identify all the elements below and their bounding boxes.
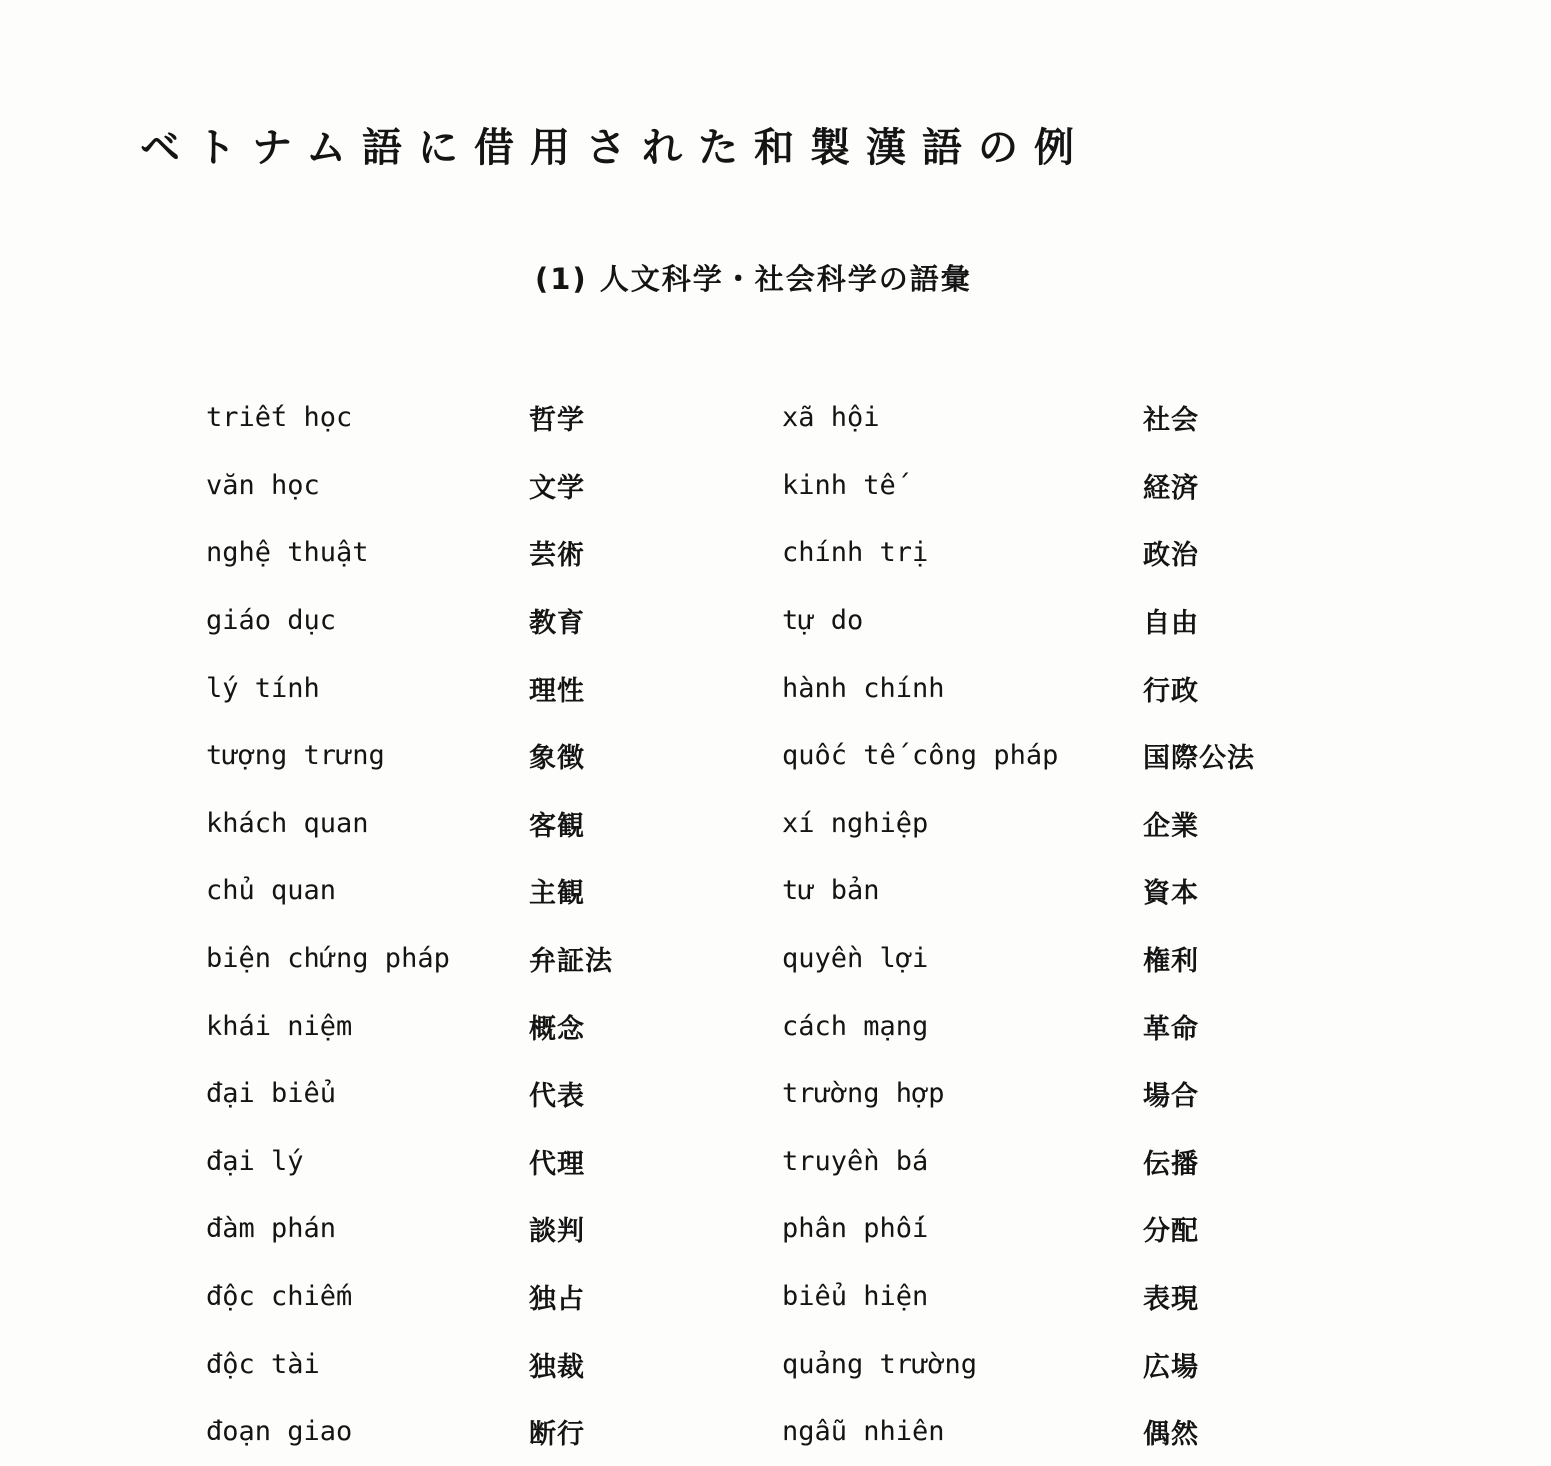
page-title: ベトナム語に借用された和製漢語の例	[140, 125, 1090, 171]
japanese-term: 哲学	[529, 405, 585, 437]
japanese-term: 表現	[1143, 1284, 1199, 1316]
japanese-term: 理性	[529, 675, 585, 707]
table-row	[206, 384, 1343, 452]
vietnamese-term: giáo dục	[206, 605, 337, 637]
vietnamese-term: xã hội	[782, 402, 880, 434]
japanese-term: 企業	[1143, 810, 1199, 842]
table-row	[206, 587, 1343, 655]
japanese-term: 偶然	[1143, 1419, 1199, 1451]
vietnamese-term: truyền bá	[782, 1145, 929, 1177]
japanese-term: 概念	[529, 1013, 585, 1045]
japanese-term: 権利	[1143, 946, 1199, 978]
vietnamese-term: quốc tế công pháp	[782, 740, 1059, 772]
japanese-term: 伝播	[1143, 1148, 1199, 1180]
vietnamese-term: độc chiếm	[206, 1281, 353, 1313]
vietnamese-term: khái niệm	[206, 1010, 353, 1042]
japanese-term: 弁証法	[529, 946, 613, 978]
japanese-term: 文学	[529, 472, 585, 504]
vietnamese-term: lý tính	[206, 672, 320, 704]
table-row	[206, 1128, 1343, 1196]
table-row	[206, 1195, 1343, 1263]
japanese-term: 客観	[529, 810, 585, 842]
vietnamese-term: trường hợp	[782, 1078, 945, 1110]
table-row	[206, 519, 1343, 587]
japanese-term: 象徴	[529, 743, 585, 775]
japanese-term: 分配	[1143, 1216, 1199, 1248]
japanese-term: 主観	[529, 878, 585, 910]
table-row	[206, 1398, 1343, 1466]
vietnamese-term: khách quan	[206, 807, 369, 839]
vietnamese-term: biện chứng pháp	[206, 943, 450, 975]
vietnamese-term: đàm phán	[206, 1213, 337, 1245]
vietnamese-term: đoạn giao	[206, 1416, 353, 1448]
table-row	[206, 1060, 1343, 1128]
vietnamese-term: tượng trưng	[206, 740, 385, 772]
japanese-term: 資本	[1143, 878, 1199, 910]
vocabulary-table-body	[206, 384, 1343, 1466]
vietnamese-term: biểu hiện	[782, 1281, 929, 1313]
table-row	[206, 790, 1343, 858]
japanese-term: 行政	[1143, 675, 1199, 707]
japanese-term: 独裁	[529, 1351, 585, 1383]
table-row	[206, 722, 1343, 790]
vietnamese-term: hành chính	[782, 672, 945, 704]
japanese-term: 政治	[1143, 540, 1199, 572]
japanese-term: 場合	[1143, 1081, 1199, 1113]
section-title: (1) 人文科学・社会科学の語彙	[535, 262, 972, 296]
vocabulary-table	[206, 384, 1343, 1466]
table-row	[206, 654, 1343, 722]
japanese-term: 教育	[529, 608, 585, 640]
vietnamese-term: xí nghiệp	[782, 807, 929, 839]
vietnamese-term: kinh tế	[782, 469, 896, 501]
japanese-term: 代理	[529, 1148, 585, 1180]
vietnamese-term: đại biểu	[206, 1078, 337, 1110]
vietnamese-term: độc tài	[206, 1348, 320, 1380]
japanese-term: 談判	[529, 1216, 585, 1248]
table-row	[206, 857, 1343, 925]
table-row	[206, 992, 1343, 1060]
vietnamese-term: quyền lợi	[782, 943, 929, 975]
japanese-term: 独占	[529, 1284, 585, 1316]
vietnamese-term: chủ quan	[206, 875, 337, 907]
japanese-term: 経済	[1143, 472, 1199, 504]
vietnamese-term: văn học	[206, 469, 320, 501]
japanese-term: 断行	[529, 1419, 585, 1451]
vietnamese-term: triết học	[206, 402, 353, 434]
japanese-term: 代表	[529, 1081, 585, 1113]
vietnamese-term: phân phối	[782, 1213, 929, 1245]
vietnamese-term: tự do	[782, 605, 864, 637]
table-row	[206, 925, 1343, 993]
japanese-term: 社会	[1143, 405, 1199, 437]
vietnamese-term: cách mạng	[782, 1010, 929, 1042]
vietnamese-term: nghệ thuật	[206, 537, 369, 569]
japanese-term: 自由	[1143, 608, 1199, 640]
japanese-term: 広場	[1143, 1351, 1199, 1383]
table-row	[206, 452, 1343, 520]
japanese-term: 芸術	[529, 540, 585, 572]
vietnamese-term: ngẫu nhiên	[782, 1416, 945, 1448]
vietnamese-term: đại lý	[206, 1145, 304, 1177]
table-row	[206, 1330, 1343, 1398]
vietnamese-term: chính trị	[782, 537, 929, 569]
vietnamese-term: tư bản	[782, 875, 880, 907]
japanese-term: 国際公法	[1143, 743, 1255, 775]
japanese-term: 革命	[1143, 1013, 1199, 1045]
table-row	[206, 1263, 1343, 1331]
vietnamese-term: quảng trường	[782, 1348, 978, 1380]
